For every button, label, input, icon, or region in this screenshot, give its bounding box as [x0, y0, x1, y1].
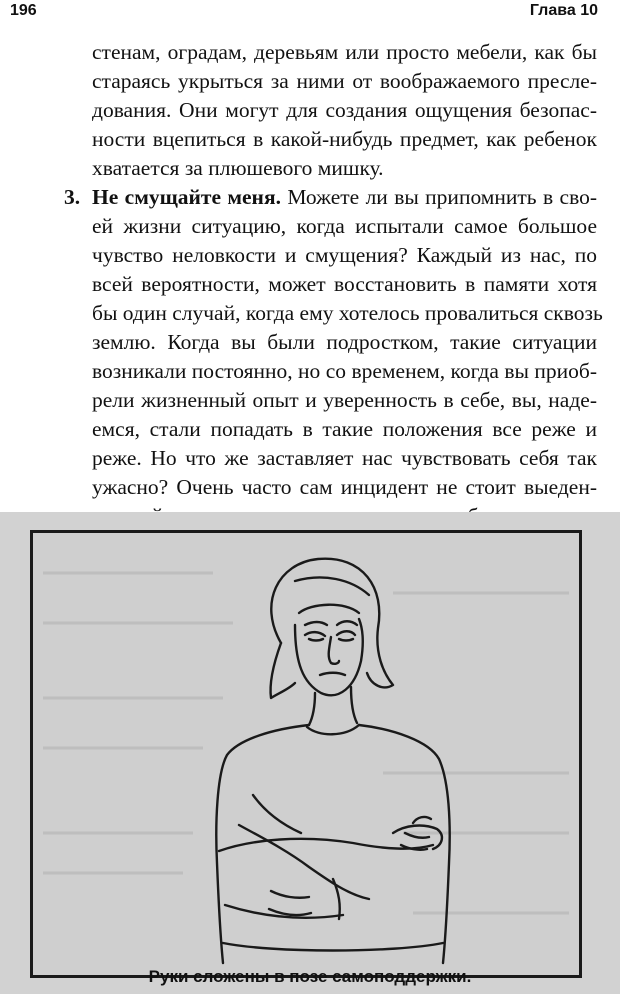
figure — [0, 512, 620, 994]
text-line: дования. Они могут для создания ощущения безопас- — [92, 98, 597, 122]
text-line: стенам, оградам, деревьям или просто мебели, как бы — [92, 40, 597, 64]
text-line: реже. Но что же заставляет нас чувствовать себя так — [92, 446, 597, 470]
list-item-number: 3. — [64, 185, 81, 209]
text-line: стараясь укрыться за ними от воображаемого пресле- — [92, 69, 597, 93]
text-line: возникали постоянно, но со временем, когда вы приоб- — [92, 359, 597, 383]
illustration-woman-arms-crossed — [33, 533, 579, 975]
list-item-first-line — [92, 183, 597, 212]
text-line: ей жизни ситуацию, когда испытали самое большое — [92, 214, 597, 238]
list-item-heading: Не смущайте меня. — [92, 185, 281, 209]
text-line: всей вероятности, может восстановить в памяти хотя — [92, 272, 597, 296]
chapter-title: Глава 10 — [529, 2, 598, 19]
text-line: рели жизненный опыт и уверенность в себе, вы, наде- — [92, 388, 597, 412]
text-line: землю. Когда вы были подростком, такие ситуации — [92, 330, 597, 354]
text-line: чувство неловкости и смущения? Каждый из нас, по — [92, 243, 597, 267]
page-header — [0, 0, 620, 26]
text-line: бы один случай, когда ему хотелось провалиться сквозь — [92, 301, 603, 325]
list-item-first-line-text: Можете ли вы припомнить в сво- — [280, 185, 597, 209]
text-line: емся, стали попадать в такие положения все реже и — [92, 417, 597, 441]
figure-caption: Руки сложены в позе самоподдержки. — [148, 967, 472, 986]
text-line: ужасно? Очень часто сам инцидент не стоит выеден- — [92, 475, 597, 499]
figure-frame — [30, 530, 582, 978]
text-line: хватается за плюшевого мишку. — [92, 156, 384, 180]
text-line: ности вцепиться в какой-нибудь предмет, как ребенок — [92, 127, 597, 151]
page-number: 196 — [10, 2, 37, 19]
